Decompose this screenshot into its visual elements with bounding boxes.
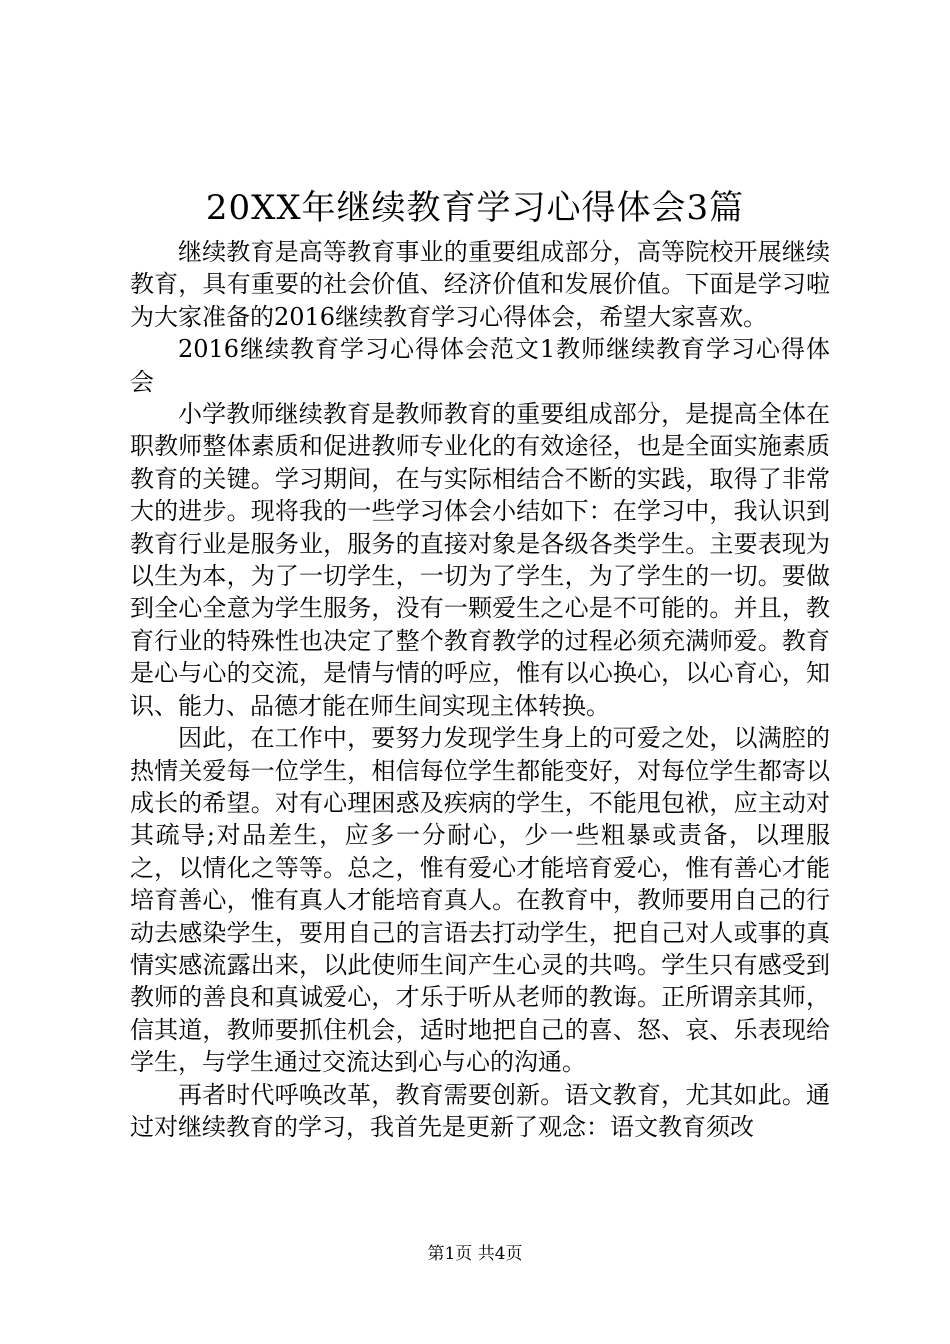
paragraph-3: 再者时代呼唤改革，教育需要创新。语文教育，尤其如此。通过对继续教育的学习，我首先是更新了观念：语文教育须改 <box>130 1080 830 1141</box>
paragraph-2: 因此，在工作中，要努力发现学生身上的可爱之处，以满腔的热情关爱每一位学生，相信每位学生都能变好，对每位学生都寄以成长的希望。对有心理困惑及疾病的学生，不能甩包袱，应主动对其疏导;对品差生，应多一分耐心，少一些粗暴或责备，以理服之，以情化之等等。总之，惟有爱心才能培育爱心，惟有善心才能培育善心，惟有真人才能培育真人。在教育中，教师要用自己的行动去感染学生，要用自己的言语去打动学生，把自己对人或事的真情实感流露出来，以此使师生间产生心灵的共鸣。学生只有感受到教师的善良和真诚爱心，才乐于听从老师的教诲。正所谓亲其师，信其道，教师要抓住机会，适时地把自己的喜、怒、哀、乐表现给学生，与学生通过交流达到心与心的沟通。 <box>130 724 830 1077</box>
section-heading: 2016继续教育学习心得体会范文1教师继续教育学习心得体会 <box>130 335 830 396</box>
document-body <box>130 236 830 1143</box>
page-footer: 第1页 共4页 <box>427 1244 523 1264</box>
document-title: 20XX年继续教育学习心得体会3篇 <box>205 188 745 228</box>
paragraph-1: 小学教师继续教育是教师教育的重要组成部分，是提高全体在职教师整体素质和促进教师专业化的有效途径，也是全面实施素质教育的关键。学习期间，在与实际相结合不断的实践，取得了非常大的进步。现将我的一些学习体会小结如下：在学习中，我认识到教育行业是服务业，服务的直接对象是各级各类学生。主要表现为以生为本，为了一切学生，一切为了学生，为了学生的一切。要做到全心全意为学生服务，没有一颗爱生之心是不可能的。并且，教育行业的特殊性也决定了整个教育教学的过程必须充满师爱。教育是心与心的交流，是情与情的呼应，惟有以心换心，以心育心，知识、能力、品德才能在师生间实现主体转换。 <box>130 400 830 720</box>
paragraph-intro: 继续教育是高等教育事业的重要组成部分，高等院校开展继续教育，具有重要的社会价值、经济价值和发展价值。下面是学习啦为大家准备的2016继续教育学习心得体会，希望大家喜欢。 <box>130 238 830 331</box>
